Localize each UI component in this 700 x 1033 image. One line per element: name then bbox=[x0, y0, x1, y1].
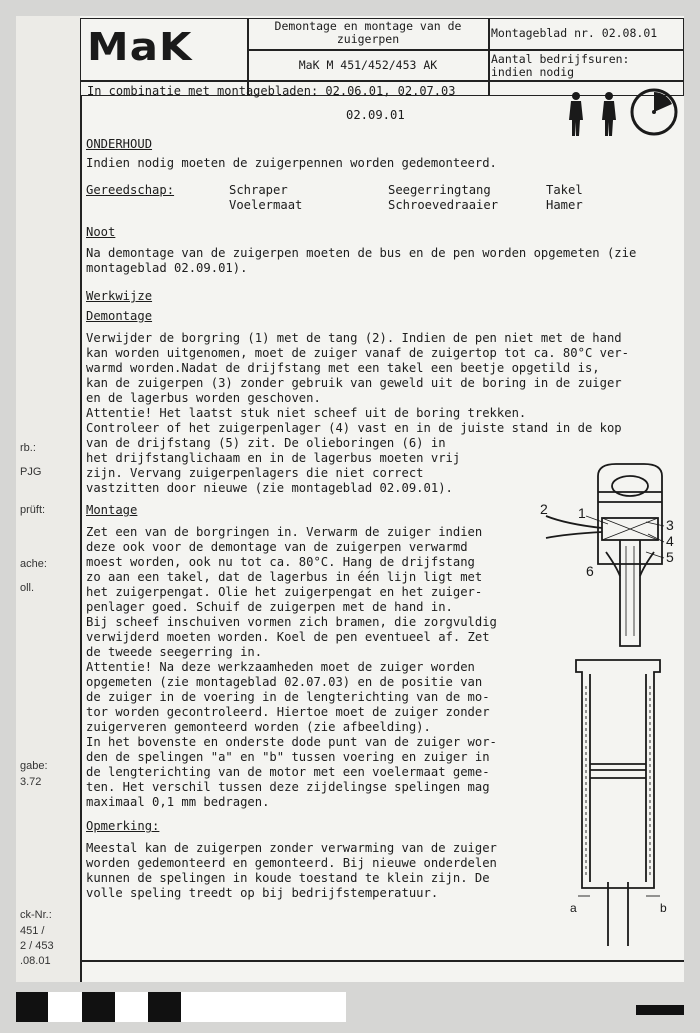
montage-line: het zuigerpengat. Olie het zuigerpengat en het zuiger- bbox=[86, 585, 483, 599]
tool-item: Takel bbox=[546, 183, 583, 197]
montage-line: maximaal 0,1 mm bedragen. bbox=[86, 795, 270, 809]
header-block bbox=[80, 18, 684, 96]
demontage-line: het drijfstanglichaam en in de lagerbus moeten vrij bbox=[86, 451, 461, 465]
margin-text: PJG bbox=[20, 466, 42, 478]
opmerking-line: Meestal kan de zuigerpen zonder verwarming van de zuiger bbox=[86, 841, 497, 855]
document-page bbox=[16, 16, 684, 982]
doc-title bbox=[249, 20, 487, 46]
left-border-line bbox=[80, 96, 82, 982]
gereedschap-label: Gereedschap: bbox=[86, 183, 175, 197]
margin-text: ck-Nr.: bbox=[20, 909, 52, 921]
bottom-border-line bbox=[80, 960, 684, 962]
margin-text: oll. bbox=[20, 582, 35, 594]
callout-label: 6 bbox=[586, 563, 594, 579]
montage-line: Bij scheef inschuiven vormen zich bramen, die zorgvuldig bbox=[86, 615, 497, 629]
clock-icon bbox=[632, 90, 676, 134]
montage-line: verwijderd moeten worden. Koel de pen eventueel af. Zet bbox=[86, 630, 490, 644]
demontage-line: van de drijfstang (5) zit. De olieboringen (6) in bbox=[86, 436, 446, 450]
demontage-line: Controleer of het zuigerpenlager (4) vast en in de juiste stand in de kop bbox=[86, 421, 622, 435]
tool-item: Seegerringtang bbox=[388, 183, 491, 197]
montage-line: ten. Het verschil tussen deze zijdelingse spelingen mag bbox=[86, 780, 490, 794]
montage-line: deze ook voor de demontage van de zuigerpen verwarmd bbox=[86, 540, 468, 554]
margin-text: rb.: bbox=[20, 442, 36, 454]
callout-label: 1 bbox=[578, 505, 586, 521]
tool-item: Hamer bbox=[546, 198, 583, 212]
gap-label-b: b bbox=[660, 901, 667, 915]
gap-label-a: a bbox=[570, 901, 577, 915]
callout-label: 4 bbox=[666, 533, 674, 549]
opmerking-line: kunnen de spelingen in koude toestand te klein zijn. De bbox=[86, 871, 490, 885]
section-title-demontage: Demontage bbox=[86, 309, 153, 323]
demontage-line: warmd worden.Nadat de drijfstang met een takel een beetje opgetild is, bbox=[86, 361, 600, 375]
montage-line: de lengterichting van de motor met een voelermaat geme- bbox=[86, 765, 490, 779]
margin-text: 3.72 bbox=[20, 776, 42, 788]
tool-item: Schraper bbox=[229, 183, 288, 197]
tool-item: Schroevedraaier bbox=[388, 198, 499, 212]
demontage-line: kan de zuigerpen (3) zonder gebruik van geweld uit de boring in de zuiger bbox=[86, 376, 622, 390]
onderhoud-text: Indien nodig moeten de zuigerpennen worden gedemonteerd. bbox=[86, 156, 497, 170]
margin-text: gabe: bbox=[20, 760, 48, 772]
doc-title-line: Demontage en montage van de bbox=[274, 19, 462, 33]
montage-line: zuigerveren gemonteerd worden (zie afbeelding). bbox=[86, 720, 431, 734]
section-title-noot: Noot bbox=[86, 225, 116, 239]
archive-tag bbox=[636, 1005, 684, 1015]
montage-line: de tweede seegerring in. bbox=[86, 645, 263, 659]
section-title-werkwijze: Werkwijze bbox=[86, 289, 153, 303]
montage-line: tor worden gecontroleerd. Hiertoe moet de zuiger zonder bbox=[86, 705, 490, 719]
sheet-number: Montageblad nr. 02.08.01 bbox=[491, 26, 658, 40]
combination-line-2: 02.09.01 bbox=[346, 108, 405, 122]
section-title-opmerking: Opmerking: bbox=[86, 819, 160, 833]
margin-text: ache: bbox=[20, 558, 47, 570]
opmerking-line: volle speling treedt op bij bedrijfstemperatuur. bbox=[86, 886, 439, 900]
montage-line: Attentie! Na deze werkzaamheden moet de zuiger worden bbox=[86, 660, 475, 674]
montage-line: penlager goed. Schuif de zuigerpen met de hand in. bbox=[86, 600, 453, 614]
montage-line: zo aan een takel, dat de lagerbus in één lijn ligt met bbox=[86, 570, 483, 584]
worker-icon bbox=[602, 92, 616, 136]
header-divider bbox=[488, 19, 490, 95]
header-divider bbox=[247, 49, 683, 51]
demontage-line: Verwijder de borgring (1) met de tang (2). Indien de pen niet met de hand bbox=[86, 331, 622, 345]
piston-liner-diagram bbox=[556, 656, 686, 956]
combination-line: In combinatie met montagebladen: 02.06.01, 02.07.03 bbox=[87, 84, 456, 98]
margin-text: 451 / bbox=[20, 925, 45, 937]
montage-line: de zuiger in de voering in de lengterichting van de mo- bbox=[86, 690, 490, 704]
callout-label: 2 bbox=[540, 501, 548, 517]
callout-label: 5 bbox=[666, 549, 674, 565]
doc-title-line: zuigerpen bbox=[336, 32, 400, 46]
left-margin-strip bbox=[16, 16, 80, 982]
demontage-line: zijn. Vervang zuigerpenlagers die niet correct bbox=[86, 466, 424, 480]
opmerking-line: worden gedemonteerd en gemonteerd. Bij nieuwe onderdelen bbox=[86, 856, 497, 870]
brand-logo: MaK bbox=[87, 25, 193, 69]
section-title-onderhoud: ONDERHOUD bbox=[86, 137, 153, 151]
margin-text: prüft: bbox=[20, 504, 46, 516]
noot-line: Na demontage van de zuigerpen moeten de bus en de pen worden opgemeten (zie bbox=[86, 246, 637, 260]
tool-item: Voelermaat bbox=[229, 198, 303, 212]
section-title-montage: Montage bbox=[86, 503, 138, 517]
demontage-line: en de lagerbus worden geschoven. bbox=[86, 391, 321, 405]
margin-text: 2 / 453 bbox=[20, 940, 54, 952]
margin-text: .08.01 bbox=[20, 955, 51, 967]
demontage-line: vastzitten door nieuwe (zie montageblad 02.09.01). bbox=[86, 481, 453, 495]
workers-time-pictogram bbox=[564, 86, 684, 142]
noot-line: montageblad 02.09.01). bbox=[86, 261, 248, 275]
hours-value: indien nodig bbox=[491, 65, 575, 79]
demontage-line: kan worden uitgenomen, moet de zuiger vanaf de zuigertop tot ca. 80°C ver- bbox=[86, 346, 629, 360]
hours-label: Aantal bedrijfsuren: bbox=[491, 52, 630, 66]
worker-icon bbox=[569, 92, 583, 136]
montage-line: den de spelingen "a" en "b" tussen voering en zuiger in bbox=[86, 750, 490, 764]
header-divider bbox=[81, 80, 683, 82]
montage-line: Zet een van de borgringen in. Verwarm de zuiger indien bbox=[86, 525, 483, 539]
montage-line: moest worden, ook nu tot ca. 80°C. Hang de drijfstang bbox=[86, 555, 475, 569]
callout-label: 3 bbox=[666, 517, 674, 533]
montage-line: opgemeten (zie montageblad 02.07.03) en de positie van bbox=[86, 675, 483, 689]
engine-model: MaK M 451/452/453 AK bbox=[298, 58, 438, 72]
demontage-line: Attentie! Het laatst stuk niet scheef uit de boring trekken. bbox=[86, 406, 527, 420]
piston-pin-diagram bbox=[516, 456, 686, 656]
color-scale-bar bbox=[16, 992, 346, 1022]
montage-line: In het bovenste en onderste dode punt van de zuiger wor- bbox=[86, 735, 497, 749]
